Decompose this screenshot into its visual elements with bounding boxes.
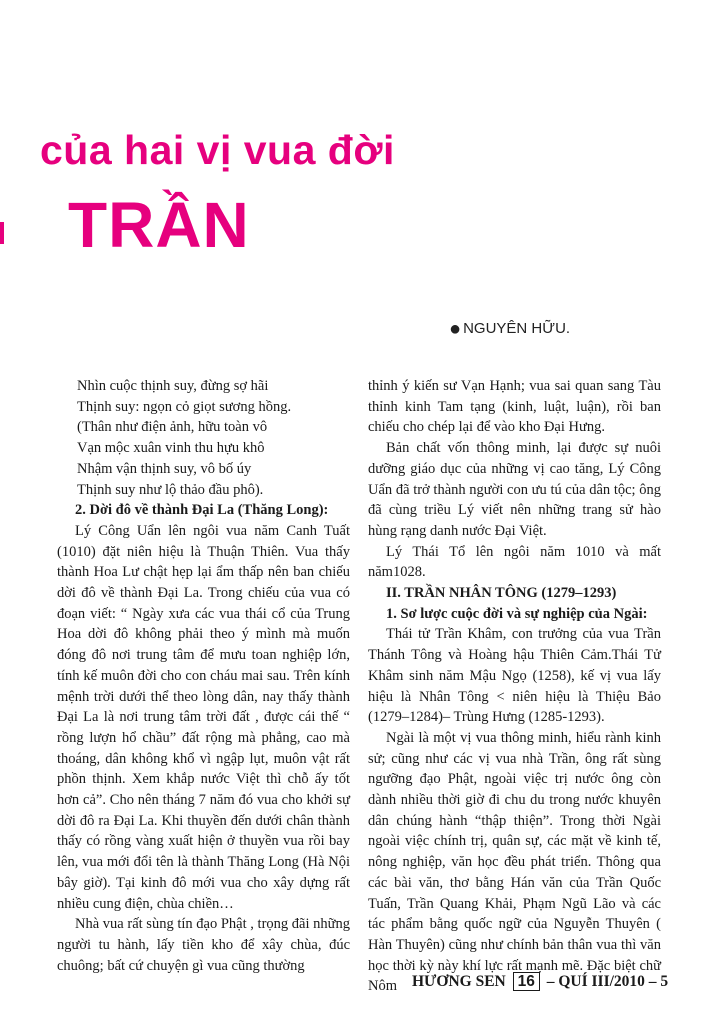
author-byline [449,318,570,341]
issue-number-box: 16 [513,972,540,991]
page-footer [412,972,668,991]
article-title-line-2: TRẦN [68,189,250,261]
verse-line: Thịnh suy như lộ thảo đầu phô). [77,481,264,498]
verse-line: Nhậm vận thịnh suy, vô bố úy [77,460,252,477]
right-column [368,376,661,997]
verse-line: Vạn mộc xuân vinh thu hựu khô [77,440,265,457]
left-column [57,376,350,976]
author-name: NGUYÊN HỮU. [463,320,571,337]
page-number: 5 [660,973,669,990]
body-paragraph: thỉnh ý kiến sư Vạn Hạnh; vua sai quan sang Tàu thỉnh kinh Tam tạng (kinh, luật, luận), rồi ban chiếu cho chép lại để vào kho Đại Hưng. [368,378,661,436]
body-paragraph: Ngài là một vị vua thông minh, hiểu rành kinh sử; cũng như các vị vua nhà Trần, ông rất sùng ngưỡng đạo Phật, ngoài việc trị nước ông còn dành nhiều thời giờ đi chu du trong nước khuyên dân chúng hành “thập thiện”. Trong thời Ngài ngoài việc chính trị, quân sự, các mặt về kinh tế, nông nghiệp, văn học đều phát triển. Thông qua các bài văn, thơ bằng Hán văn của Trần Quốc Tuấn, Trần Quang Khải, Phạm Ngũ Lão và các tác phẩm bằng quốc ngữ của Nguyễn Thuyên ( Hàn Thuyên) cũng như chính bản thân vua thì văn học thời kỳ này khí lực rất mạnh mẽ. Đặc biệt chữ Nôm [368,729,661,995]
bullet-icon: ● [449,318,462,340]
verse-line: Thịnh suy: ngọn cỏ giọt sương hồng. [77,398,292,415]
body-paragraph: Nhà vua rất sùng tín đạo Phật , trọng đãi những người tu hành, lấy tiền kho để xây chùa, đúc chuông; bất cứ chuyện gì vua cũng thường [57,916,350,974]
body-paragraph: Lý Thái Tổ lên ngôi năm 1010 và mất năm1028. [368,543,661,581]
issue-period: – QUÍ III/2010 – [546,973,657,990]
article-title-line-1: của hai vị vua đời [40,127,395,173]
section-heading-capital: 2. Dời đô về thành Đại La (Thăng Long): [75,502,329,519]
verse-line: (Thân như điện ảnh, hữu toàn vô [77,419,268,436]
magazine-name: HƯƠNG SEN [412,973,506,990]
edge-marker [0,222,4,244]
verse-line: Nhìn cuộc thịnh suy, đừng sợ hãi [77,378,269,394]
section-heading-king: II. TRẦN NHÂN TÔNG (1279–1293) [386,585,617,602]
sub-heading-biography: 1. Sơ lược cuộc đời và sự nghiệp của Ngài: [386,605,648,622]
body-paragraph: Thái tử Trần Khâm, con trưởng của vua Trần Thánh Tông và Hoàng hậu Thiên Cảm.Thái Tử Khâm sinh năm Mậu Ngọ (1258), kế vị vua lấy hiệu là Nhân Tông < niên hiệu là Thiệu Bảo (1279–1284)– Trùng Hưng (1285-1293). [368,626,661,726]
body-paragraph: Bản chất vốn thông minh, lại được sự nuôi dưỡng giáo dục của những vị cao tăng, Lý Công Uẩn đã trở thành người con ưu tú của dân tộc; ông đã cùng triều Lý viết nên những trang sử hào hùng rạng danh nước Đại Việt. [368,440,661,539]
body-paragraph: Lý Công Uẩn lên ngôi vua năm Canh Tuất (1010) đặt niên hiệu là Thuận Thiên. Vua thấy thành Hoa Lư chật hẹp lại ẩm thấp nên ban chiếu dời đô về thành Đại La. Trong chiếu của vua có đoạn viết: “ Ngày xưa các vua thái cổ của Trung Hoa dời đô không phải theo ý mình mà muốn đóng đô nơi trung tâm để mưu toan nghiệp lớn, tính kế muôn đời cho con cháu mai sau. Trên kính mệnh trời dưới thể theo lòng dân, nay thấy thành Đại La là nơi trung tâm trời đất , được cái thế “ rồng lượn hổ chầu” đất rộng mà phẳng, cao mà thoáng, dân không khổ vì ngập lụt, muôn vật rất phồn thịnh. Xem khắp nước Việt thì chỗ ấy tốt hơn cả”. Cho nên tháng 7 năm đó vua cho khởi sự dời đô ra Đại La. Khi thuyền đến dưới chân thành thấy có rồng vàng xuất hiện ở thuyền vua rồi bay lên, vua mới đổi tên là thành Thăng Long (Hà Nội bây giờ). Tại kinh đô mới vua cho xây dựng rất nhiều cung điện, chùa chiền… [57,522,350,912]
